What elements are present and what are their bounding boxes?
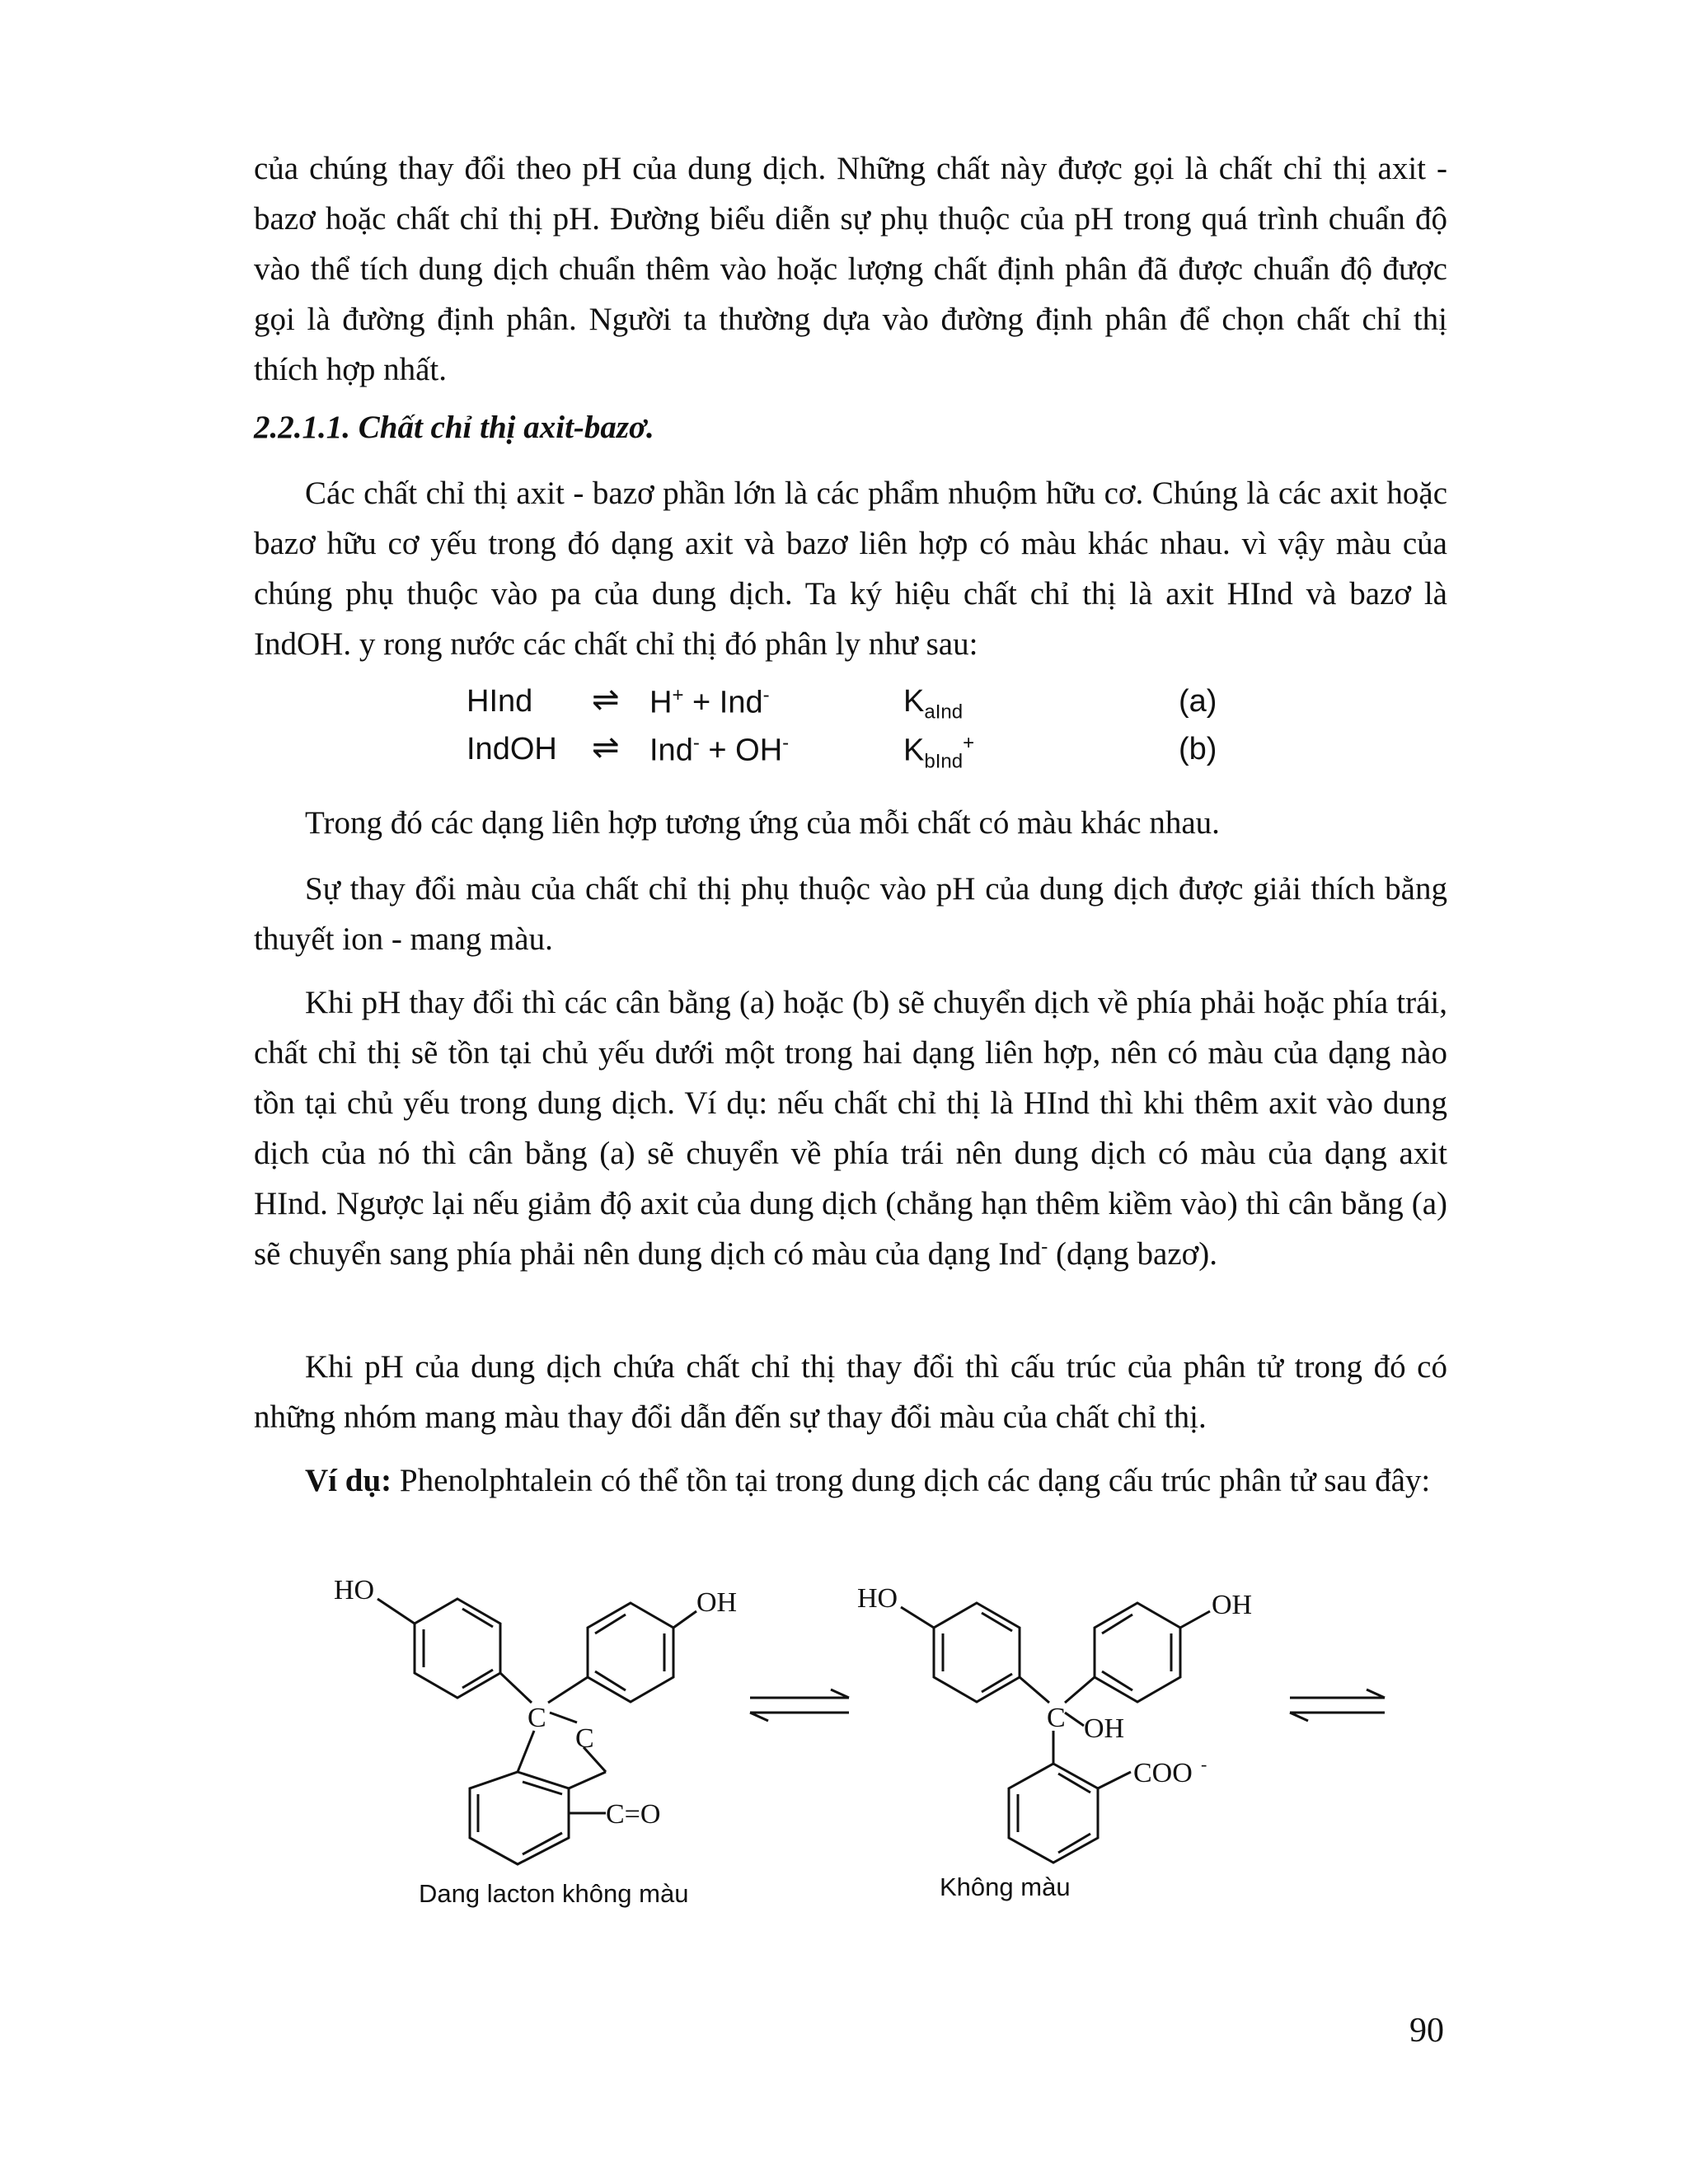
s2-central-c: C [1047, 1703, 1066, 1733]
s2-carboxylate-charge: - [1201, 1754, 1207, 1774]
equation-a-species-1: H [649, 685, 673, 720]
s1-caption: Dang lacton không màu [419, 1879, 689, 1908]
ring-c [470, 1772, 569, 1864]
s2-oh-label: OH [1212, 1590, 1253, 1620]
paragraph-color-change: Sự thay đổi màu của chất chỉ thị phụ thuộc vào pH của dung dịch được giải thích bằng thuyết ion - mang màu. [254, 871, 1447, 957]
equation-b-tag: (b) [1179, 732, 1217, 766]
s1-central-c: C [528, 1703, 546, 1733]
equation-b-species-1: Ind [649, 733, 693, 768]
equation-b-plus: + [699, 733, 736, 768]
equation-b-k: K [903, 733, 925, 768]
s2-central-oh: OH [1084, 1713, 1125, 1744]
equation-a-left: HInd [467, 684, 533, 719]
s1-ho-label: HO [334, 1575, 375, 1605]
s1-carbonyl: C=O [606, 1799, 661, 1830]
ring-b [588, 1603, 673, 1702]
equation-a-charge-2: - [762, 684, 770, 706]
paragraph-intro: của chúng thay đổi theo pH của dung dịch. Những chất này được gọi là chất chỉ thị axit - bazơ hoặc chất chỉ thị pH. Đường biểu diễn sự phụ thuộc của pH trong quá trình chuẩn độ vào thể tích dung dịch chuẩn thêm vào hoặc lượng chất định phân đã được chuẩn độ được gọi là đường định phân. Người ta thường dựa vào đường định phân để chọn chất chỉ thị thích hợp nhất. [254, 151, 1447, 387]
s2-carboxylate: COO [1133, 1758, 1193, 1788]
equilibrium-arrow-icon [750, 1690, 849, 1721]
equation-a-species-2: Ind [719, 685, 763, 720]
paragraph-equilibrium-shift-text: Khi pH thay đổi thì các cân bằng (a) hoặc (b) sẽ chuyển dịch về phía phải hoặc phía trái, chất chỉ thị sẽ tồn tại chủ yếu dưới một trong hai dạng liên hợp, nên có màu của dạng nào tồn tại chủ yếu trong dung dịch. Ví dụ: nếu chất chỉ thị là HInd thì khi thêm axit vào dung dịch của nó thì cân bằng (a) sẽ chuyển về phía trái nên dung dịch có màu của dạng axit HInd. Ngược lại nếu giảm độ axit của dung dịch (chẳng hạn thêm kiềm vào) thì cân bằng (a) sẽ chuyển sang phía phải nên dung dịch có màu của dạng Ind [254, 985, 1447, 1272]
s1-oh-label: OH [696, 1587, 738, 1618]
paragraph-equilibrium-shift-end: (dạng bazơ). [1048, 1236, 1217, 1272]
equilibrium-arrow-icon: ⇌ [592, 729, 620, 766]
example-label: Ví dụ: [305, 1463, 392, 1498]
equation-a-k-subscript: aInd [924, 701, 964, 724]
ring-d [934, 1603, 1020, 1702]
page-number: 90 [1409, 2012, 1444, 2050]
equation-b-k-superscript: + [963, 732, 975, 754]
ind-charge: - [1041, 1236, 1048, 1258]
paragraph-conjugate-forms: Trong đó các dạng liên hợp tương ứng của mỗi chất có màu khác nhau. [305, 805, 1220, 841]
paragraph-indicators: Các chất chỉ thị axit - bazơ phần lớn là các phẩm nhuộm hữu cơ. Chúng là các axit hoặc bazơ hữu cơ yếu trong đó dạng axit và bazơ liên hợp có màu khác nhau. vì vậy màu của chúng phụ thuộc vào pa của dung dịch. Ta ký hiệu chất chỉ thị là axit HInd và bazơ là IndOH. y rong nước các chất chỉ thị đó phân ly như sau: [254, 476, 1447, 662]
equilibrium-arrow-icon [1290, 1690, 1385, 1721]
ring-e [1095, 1603, 1180, 1702]
paragraph-structure-change: Khi pH của dung dịch chứa chất chỉ thị thay đổi thì cấu trúc của phân tử trong đó có những nhóm mang màu thay đổi dẫn đến sự thay đổi màu của chất chỉ thị. [254, 1349, 1447, 1435]
s1-ring-c: C [575, 1723, 594, 1754]
equilibrium-arrow-icon: ⇌ [592, 682, 620, 718]
equation-a-charge-1: + [672, 684, 684, 706]
equation-a-tag: (a) [1179, 684, 1217, 719]
equation-a-k: K [903, 684, 925, 719]
section-heading: 2.2.1.1. Chất chỉ thị axit-bazơ. [254, 410, 654, 445]
ring-f [1009, 1764, 1098, 1863]
equation-b-k-subscript: bInd [924, 750, 964, 773]
equation-b-left: IndOH [467, 732, 557, 766]
s2-caption: Không màu [940, 1872, 1071, 1901]
equation-b-species-2: OH [735, 733, 783, 768]
s2-ho-label: HO [857, 1583, 898, 1614]
equation-b-charge-1: - [692, 732, 700, 754]
equation-a-plus: + [683, 685, 720, 720]
equation-b-charge-2: - [782, 732, 790, 754]
example-text: Phenolphtalein có thể tồn tại trong dung dịch các dạng cấu trúc phân tử sau đây: [392, 1463, 1431, 1498]
ring-a [415, 1599, 500, 1698]
